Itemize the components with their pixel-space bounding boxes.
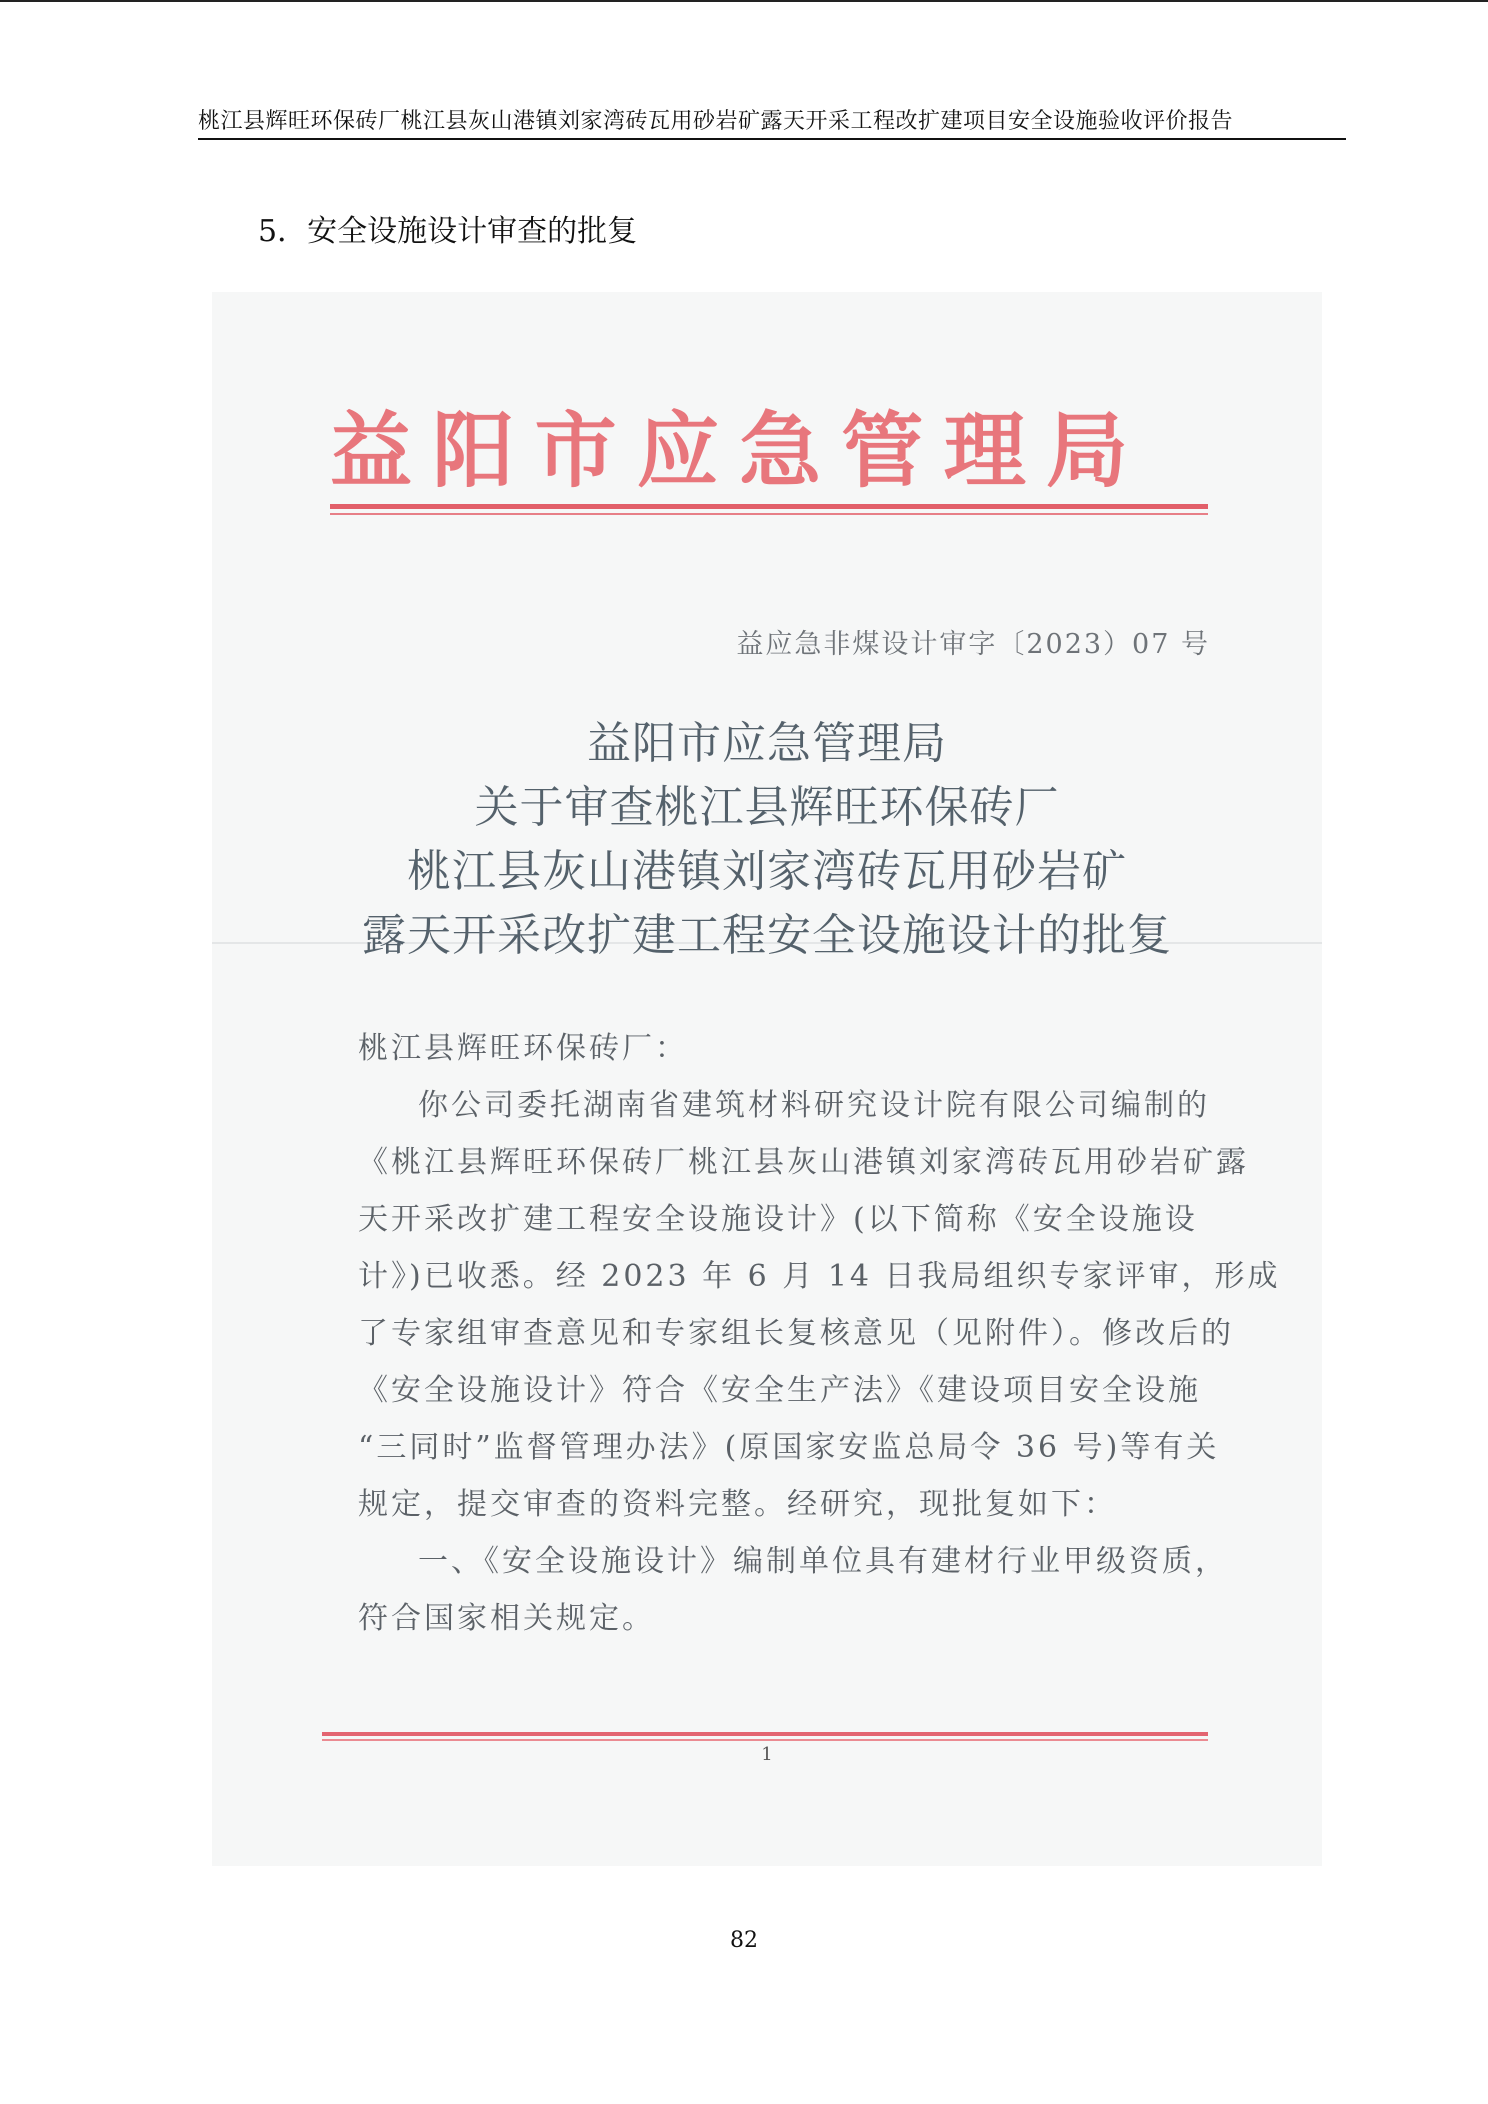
body-line: 你公司委托湖南省建筑材料研究设计院有限公司编制的 <box>418 1088 1210 1123</box>
body-line: 了专家组审查意见和专家组长复核意见（见附件）。修改后的 <box>358 1316 1234 1351</box>
title-line: 关于审查桃江县辉旺环保砖厂 <box>474 782 1060 833</box>
body-line: 规定，提交审查的资料完整。经研究，现批复如下： <box>358 1487 1117 1522</box>
body-line: “三同时”监督管理办法》(原国家安监总局令 36 号)等有关 <box>358 1430 1220 1465</box>
title-line: 益阳市应急管理局 <box>587 718 947 769</box>
body-line: 符合国家相关规定。 <box>358 1601 655 1636</box>
body-line: 天开采改扩建工程安全设施设计》(以下简称《安全设施设 <box>358 1202 1198 1237</box>
letterhead-char: 局 <box>1045 402 1130 499</box>
letterhead-char: 市 <box>534 402 619 499</box>
body-line: 一、《安全设施设计》编制单位具有建材行业甲级资质， <box>418 1544 1228 1579</box>
addressee: 桃江县辉旺环保砖厂： <box>358 1031 688 1066</box>
scanned-document-image <box>212 292 1322 1866</box>
header-rule <box>198 138 1346 140</box>
section-heading: 5．安全设施设计审查的批复 <box>258 214 638 249</box>
document-body <box>358 1020 1412 1647</box>
footer-red-rule <box>322 1732 1208 1736</box>
title-line: 露天开采改扩建工程安全设施设计的批复 <box>362 910 1172 961</box>
letterhead-char: 急 <box>739 402 824 499</box>
page-number: 82 <box>730 1928 758 1953</box>
letterhead-char: 益 <box>330 402 415 499</box>
document-title <box>212 712 1322 968</box>
running-header: 桃江县辉旺环保砖厂桃江县灰山港镇刘家湾砖瓦用砂岩矿露天开采工程改扩建项目安全设施验收评价报告 <box>198 109 1234 134</box>
body-line: 《桃江县辉旺环保砖厂桃江县灰山港镇刘家湾砖瓦用砂岩矿露 <box>358 1145 1249 1180</box>
letterhead-red-rule <box>330 504 1208 509</box>
scanned-page-number: 1 <box>761 1744 773 1765</box>
body-line: 计》)已收悉。经 2023 年 6 月 14 日我局组织专家评审，形成 <box>358 1259 1281 1294</box>
footer-red-rule-thin <box>322 1739 1208 1741</box>
body-line: 《安全设施设计》符合《安全生产法》《建设项目安全设施 <box>358 1373 1201 1408</box>
top-border-line <box>0 0 1488 2</box>
document-number: 益应急非煤设计审字〔2023）07 号 <box>736 629 1210 660</box>
letterhead-char: 理 <box>943 402 1028 499</box>
letterhead-red-rule-thin <box>330 513 1208 515</box>
title-line: 桃江县灰山港镇刘家湾砖瓦用砂岩矿 <box>407 846 1127 897</box>
letterhead-char: 阳 <box>432 402 517 499</box>
letterhead-char: 管 <box>841 402 926 499</box>
agency-letterhead <box>330 396 1130 499</box>
letterhead-char: 应 <box>636 402 721 499</box>
